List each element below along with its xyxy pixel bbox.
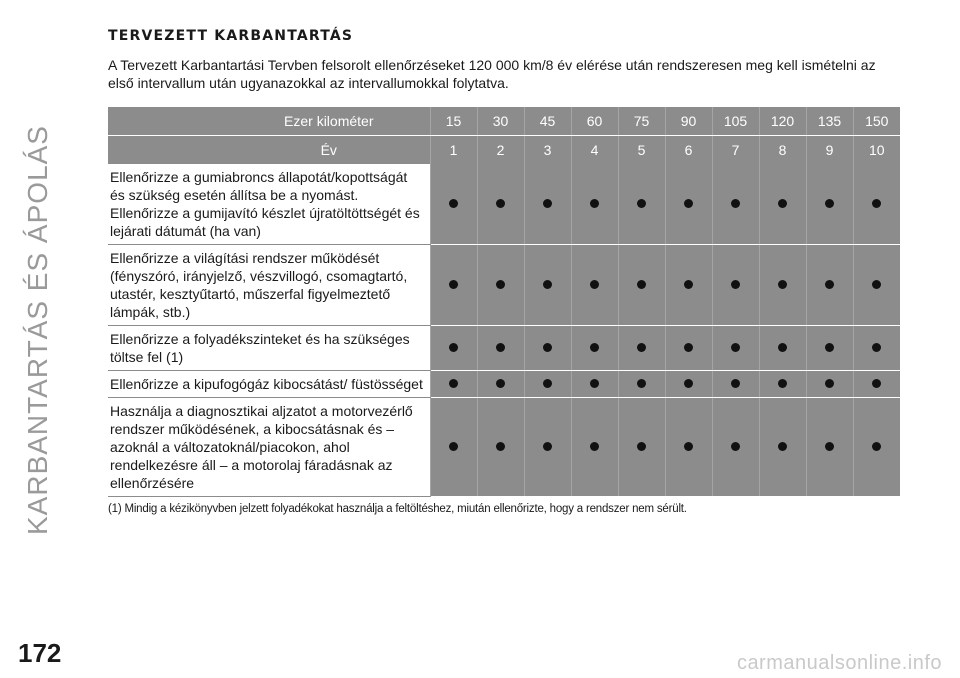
header-year-10: 10 (853, 136, 900, 165)
interval-cell (571, 371, 618, 398)
interval-cell (806, 326, 853, 371)
interval-cell (853, 326, 900, 371)
interval-cell (618, 164, 665, 245)
task-rows (108, 164, 900, 497)
header-km-60: 60 (571, 107, 618, 136)
check-dot-icon (872, 379, 881, 388)
intro-paragraph: A Tervezett Karbantartási Tervben felsorolt ellenőrzéseket 120 000 km/8 év elérése után rendszeresen meg kell ismételni az első intervallum után ugyanazokkal az intervallumokkal folytatva. (108, 57, 876, 91)
interval-cell (712, 371, 759, 398)
interval-cell (618, 245, 665, 326)
interval-cell (524, 164, 571, 245)
check-dot-icon (684, 442, 693, 451)
interval-cell (477, 371, 524, 398)
table-row (108, 245, 900, 326)
check-dot-icon (684, 379, 693, 388)
header-year-7: 7 (712, 136, 759, 165)
maintenance-table (108, 107, 900, 497)
check-dot-icon (543, 343, 552, 352)
header-km-45: 45 (524, 107, 571, 136)
check-dot-icon (872, 343, 881, 352)
check-dot-icon (637, 379, 646, 388)
interval-cell (759, 398, 806, 497)
interval-cell (524, 245, 571, 326)
check-dot-icon (684, 343, 693, 352)
interval-cell (759, 371, 806, 398)
header-year-3: 3 (524, 136, 571, 165)
check-dot-icon (778, 343, 787, 352)
page-content (108, 28, 900, 515)
check-dot-icon (731, 379, 740, 388)
header-km-120: 120 (759, 107, 806, 136)
interval-cell (712, 164, 759, 245)
check-dot-icon (590, 442, 599, 451)
interval-cell (430, 398, 477, 497)
interval-cell (524, 326, 571, 371)
check-dot-icon (496, 343, 505, 352)
header-year-1: 1 (430, 136, 477, 165)
interval-cell (430, 326, 477, 371)
header-year-5: 5 (618, 136, 665, 165)
check-dot-icon (825, 379, 834, 388)
header-year-8: 8 (759, 136, 806, 165)
check-dot-icon (778, 379, 787, 388)
header-year-4: 4 (571, 136, 618, 165)
header-km-90: 90 (665, 107, 712, 136)
interval-cell (618, 398, 665, 497)
check-dot-icon (449, 442, 458, 451)
interval-cell (806, 398, 853, 497)
interval-cell (759, 245, 806, 326)
check-dot-icon (637, 442, 646, 451)
check-dot-icon (543, 442, 552, 451)
task-description: Ellenőrizze a kipufogógáz kibocsátást/ füstösséget (108, 371, 430, 398)
check-dot-icon (872, 280, 881, 289)
check-dot-icon (496, 199, 505, 208)
check-dot-icon (496, 442, 505, 451)
check-dot-icon (637, 199, 646, 208)
interval-cell (665, 164, 712, 245)
task-description: Használja a diagnosztikai aljzatot a motorvezérlő rendszer működésének, a kibocsátásnak és – azoknál a változatoknál/piacokon, ahol rendelkezésre áll – a motorolaj fáradásnak az ellenőrzésére (108, 398, 430, 497)
interval-cell (571, 164, 618, 245)
header-year-2: 2 (477, 136, 524, 165)
interval-cell (571, 245, 618, 326)
check-dot-icon (543, 199, 552, 208)
interval-cell (853, 398, 900, 497)
interval-cell (477, 398, 524, 497)
check-dot-icon (825, 280, 834, 289)
page-number: 172 (18, 638, 62, 668)
interval-cell (665, 245, 712, 326)
interval-cell (712, 245, 759, 326)
check-dot-icon (684, 199, 693, 208)
interval-cell (853, 371, 900, 398)
check-dot-icon (684, 280, 693, 289)
check-dot-icon (731, 280, 740, 289)
table-row (108, 398, 900, 497)
check-dot-icon (590, 343, 599, 352)
header-km-105: 105 (712, 107, 759, 136)
task-description: Ellenőrizze a folyadékszinteket és ha szükséges töltse fel (1) (108, 326, 430, 371)
check-dot-icon (449, 379, 458, 388)
interval-cell (806, 371, 853, 398)
header-row-year (108, 136, 900, 165)
check-dot-icon (449, 199, 458, 208)
interval-cell (665, 371, 712, 398)
header-km-135: 135 (806, 107, 853, 136)
check-dot-icon (731, 442, 740, 451)
header-row-km (108, 107, 900, 136)
interval-cell (665, 398, 712, 497)
table-row (108, 326, 900, 371)
check-dot-icon (637, 343, 646, 352)
interval-cell (477, 245, 524, 326)
interval-cell (759, 326, 806, 371)
interval-cell (759, 164, 806, 245)
table-row (108, 371, 900, 398)
check-dot-icon (543, 379, 552, 388)
interval-cell (430, 164, 477, 245)
interval-cell (618, 326, 665, 371)
interval-cell (618, 371, 665, 398)
table-row (108, 164, 900, 245)
check-dot-icon (590, 280, 599, 289)
interval-cell (430, 371, 477, 398)
watermark-text: carmanualsonline.info (736, 652, 942, 674)
interval-cell (524, 371, 571, 398)
task-description: Ellenőrizze a világítási rendszer működését (fényszóró, irányjelző, vészvillogó, csomagtartó, utastér, kesztyűtartó, műszerfal figyelmeztető lámpák, stb.) (108, 245, 430, 326)
check-dot-icon (872, 442, 881, 451)
interval-cell (571, 326, 618, 371)
header-km-150: 150 (853, 107, 900, 136)
check-dot-icon (778, 199, 787, 208)
interval-cell (712, 326, 759, 371)
check-dot-icon (825, 199, 834, 208)
check-dot-icon (496, 280, 505, 289)
check-dot-icon (637, 280, 646, 289)
check-dot-icon (496, 379, 505, 388)
interval-cell (477, 326, 524, 371)
header-km-75: 75 (618, 107, 665, 136)
check-dot-icon (731, 199, 740, 208)
check-dot-icon (825, 343, 834, 352)
interval-cell (430, 245, 477, 326)
check-dot-icon (449, 280, 458, 289)
interval-cell (853, 245, 900, 326)
task-description: Ellenőrizze a gumiabroncs állapotát/kopottságát és szükség esetén állítsa be a nyomást. Ellenőrizze a gumijavító készlet újratöltöttségét és lejárati dátumát (ha van) (108, 164, 430, 245)
check-dot-icon (590, 199, 599, 208)
interval-cell (712, 398, 759, 497)
interval-cell (571, 398, 618, 497)
header-year-label: Év (108, 136, 430, 165)
check-dot-icon (590, 379, 599, 388)
header-km-15: 15 (430, 107, 477, 136)
interval-cell (806, 245, 853, 326)
header-km-30: 30 (477, 107, 524, 136)
check-dot-icon (731, 343, 740, 352)
check-dot-icon (825, 442, 834, 451)
interval-cell (477, 164, 524, 245)
interval-cell (524, 398, 571, 497)
check-dot-icon (778, 280, 787, 289)
interval-cell (806, 164, 853, 245)
check-dot-icon (778, 442, 787, 451)
header-km-label: Ezer kilométer (108, 107, 430, 136)
interval-cell (853, 164, 900, 245)
check-dot-icon (543, 280, 552, 289)
header-year-6: 6 (665, 136, 712, 165)
interval-cell (665, 326, 712, 371)
check-dot-icon (449, 343, 458, 352)
check-dot-icon (872, 199, 881, 208)
section-heading: TERVEZETT KARBANTARTÁS (108, 28, 354, 44)
header-year-9: 9 (806, 136, 853, 165)
section-side-title: KARBANTARTÁS ÉS ÁPOLÁS (22, 125, 53, 535)
footnote: (1) Mindig a kézikönyvben jelzett folyadékokat használja a feltöltéshez, miután ellenőrizte, hogy a rendszer nem sérült. (108, 503, 687, 515)
